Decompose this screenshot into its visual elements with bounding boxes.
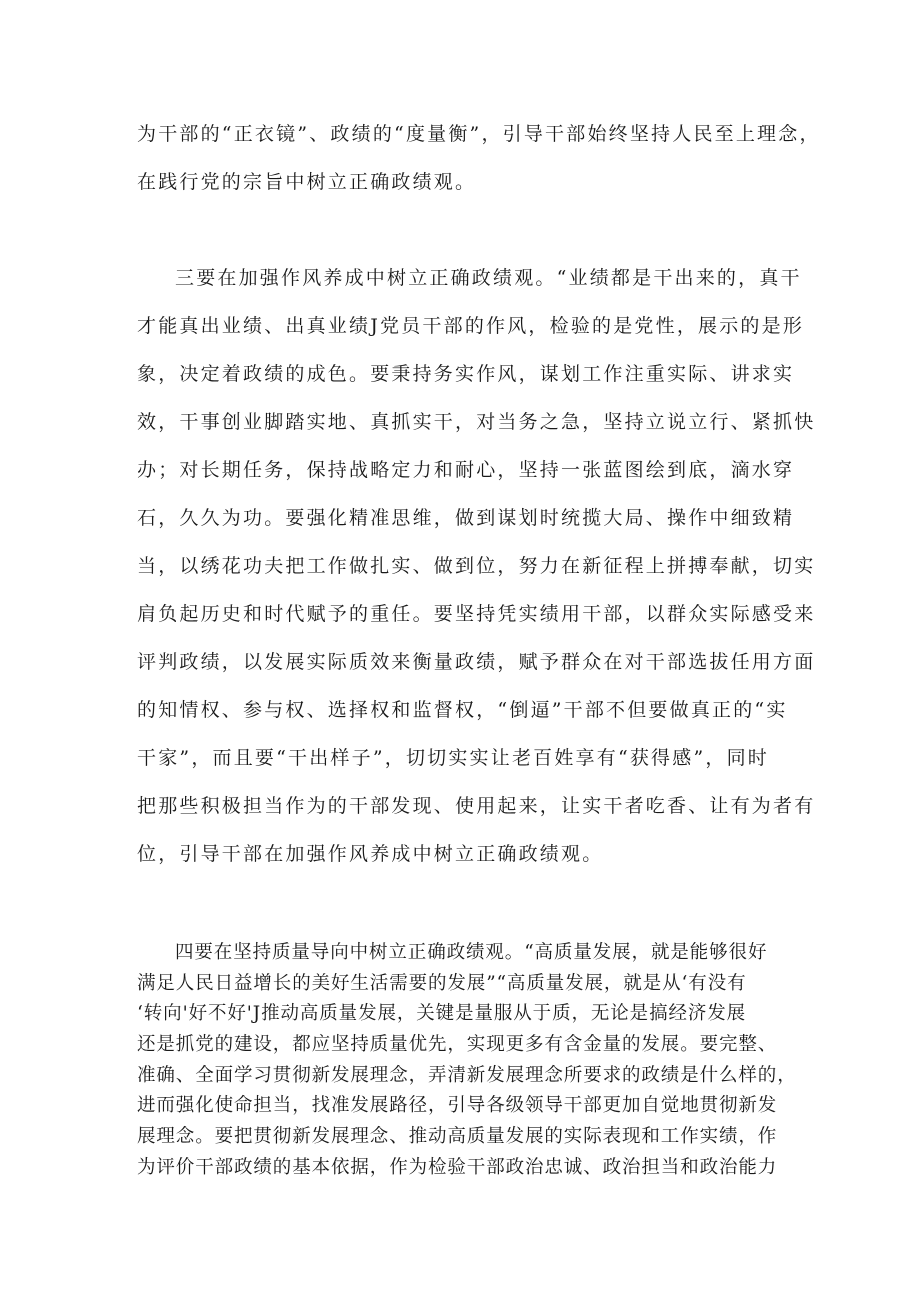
text-line: 才能真出业绩、出真业绩J党员干部的作风，检验的是党性，展示的是形 — [137, 315, 805, 337]
text-line: 在践行党的宗旨中树立正确政绩观。 — [137, 171, 477, 193]
text-line: 三要在加强作风养成中树立正确政绩观。“业绩都是干出来的，真干 — [175, 267, 802, 289]
text-line: 效，干事创业脚踏实地、真抓实干，对当务之急，坚持立说立行、紧抓快 — [137, 411, 816, 433]
text-line: 干家”，而且要“干出样子”，切切实实让老百姓享有“获得感”，同时 — [137, 747, 769, 769]
text-line: 象，决定着政绩的成色。要秉持务实作风，谋划工作注重实际、讲求实 — [137, 363, 795, 385]
text-line: 肩负起历史和时代赋予的重任。要坚持凭实绩用干部，以群众实际感受来 — [137, 603, 816, 625]
text-line: 办；对长期任务，保持战略定力和耐心，坚持一张蓝图绘到底，滴水穿 — [137, 459, 795, 481]
text-line: 为干部的“正衣镜”、政绩的“度量衡”，引导干部始终坚持人民至上理念， — [137, 123, 821, 145]
text-line: ‘转向'好不好'J推动高质量发展，关键是量服从于质，无论是搞经济发展 — [137, 1003, 747, 1024]
text-line: 把那些积极担当作为的干部发现、使用起来，让实干者吃香、让有为者有 — [137, 795, 816, 817]
text-line: 满足人民日益增长的美好生活需要的发展”“高质量发展，就是从‘有没有 — [137, 973, 747, 994]
text-line: 石，久久为功。要强化精准思维，做到谋划时统揽大局、操作中细致精 — [137, 507, 795, 529]
text-line: 位，引导干部在加强作风养成中树立正确政绩观。 — [137, 843, 604, 865]
text-line: 的知情权、参与权、选择权和监督权，“倒逼”干部不但要做真正的“实 — [137, 699, 788, 721]
text-line: 进而强化使命担当，找准发展路径，引导各级领导干部更加自觉地贯彻新发 — [137, 1095, 778, 1116]
text-line: 评判政绩，以发展实际质效来衡量政绩，赋予群众在对干部选拔任用方面 — [137, 651, 816, 673]
text-line: 四要在坚持质量导向中树立正确政绩观。“高质量发展，就是能够很好 — [175, 942, 768, 963]
text-line: 还是抓党的建设，都应坚持质量优先，实现更多有含金量的发展。要完整、 — [137, 1034, 778, 1055]
text-line: 准确、全面学习贯彻新发展理念，弄清新发展理念所要求的政绩是什么样的， — [137, 1065, 797, 1086]
text-line: 当，以绣花功夫把工作做扎实、做到位，努力在新征程上拼搏奉献，切实 — [137, 555, 816, 577]
text-line: 为评价干部政绩的基本依据，作为检验干部政治忠诚、政治担当和政治能力 — [137, 1157, 778, 1178]
text-line: 展理念。要把贯彻新发展理念、推动高质量发展的实际表现和工作实绩，作 — [137, 1126, 778, 1147]
